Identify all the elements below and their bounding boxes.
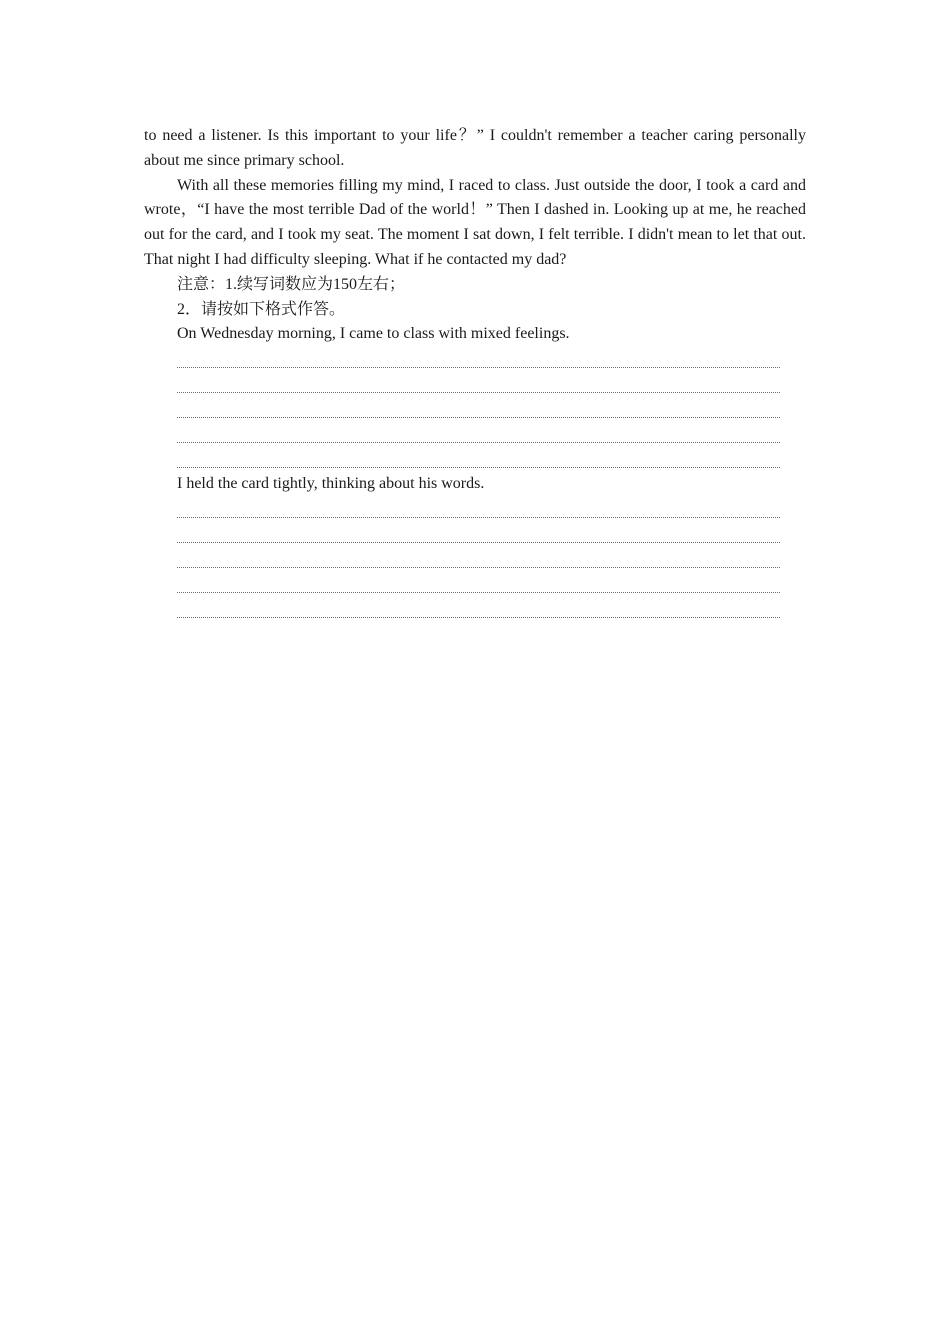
answer-line[interactable]	[177, 443, 780, 468]
prompt-paragraph-1: On Wednesday morning, I came to class with mixed feelings.	[177, 325, 570, 343]
answer-line[interactable]	[177, 543, 780, 568]
answer-line[interactable]	[177, 393, 780, 418]
note-word-count: 注意：1.续写词数应为150左右；	[177, 275, 406, 293]
answer-line[interactable]	[177, 518, 780, 543]
paragraph-continued: to need a listener. Is this important to your life？” I couldn't remember a teacher caring personally about me since primary school.	[144, 127, 806, 169]
answer-line[interactable]	[177, 568, 780, 593]
document-body	[144, 124, 806, 618]
answer-lines-1[interactable]	[177, 347, 780, 468]
answer-line[interactable]	[177, 347, 780, 368]
prompt-paragraph-2: I held the card tightly, thinking about his words.	[177, 475, 485, 493]
answer-line[interactable]	[177, 593, 780, 618]
answer-line[interactable]	[177, 368, 780, 393]
note-format: 2．请按如下格式作答。	[177, 300, 346, 318]
answer-line[interactable]	[177, 418, 780, 443]
answer-line[interactable]	[177, 497, 780, 518]
paragraph-memories: With all these memories filling my mind, I raced to class. Just outside the door, I took a card and wrote，“I have the most terrible Dad of the world！” Then I dashed in. Looking up at me, he reached out for the card, and I took my seat. The moment I sat down, I felt terrible. I didn't mean to let that out. That night I had difficulty sleeping. What if he contacted my dad?	[144, 176, 806, 268]
answer-lines-2[interactable]	[177, 497, 780, 618]
